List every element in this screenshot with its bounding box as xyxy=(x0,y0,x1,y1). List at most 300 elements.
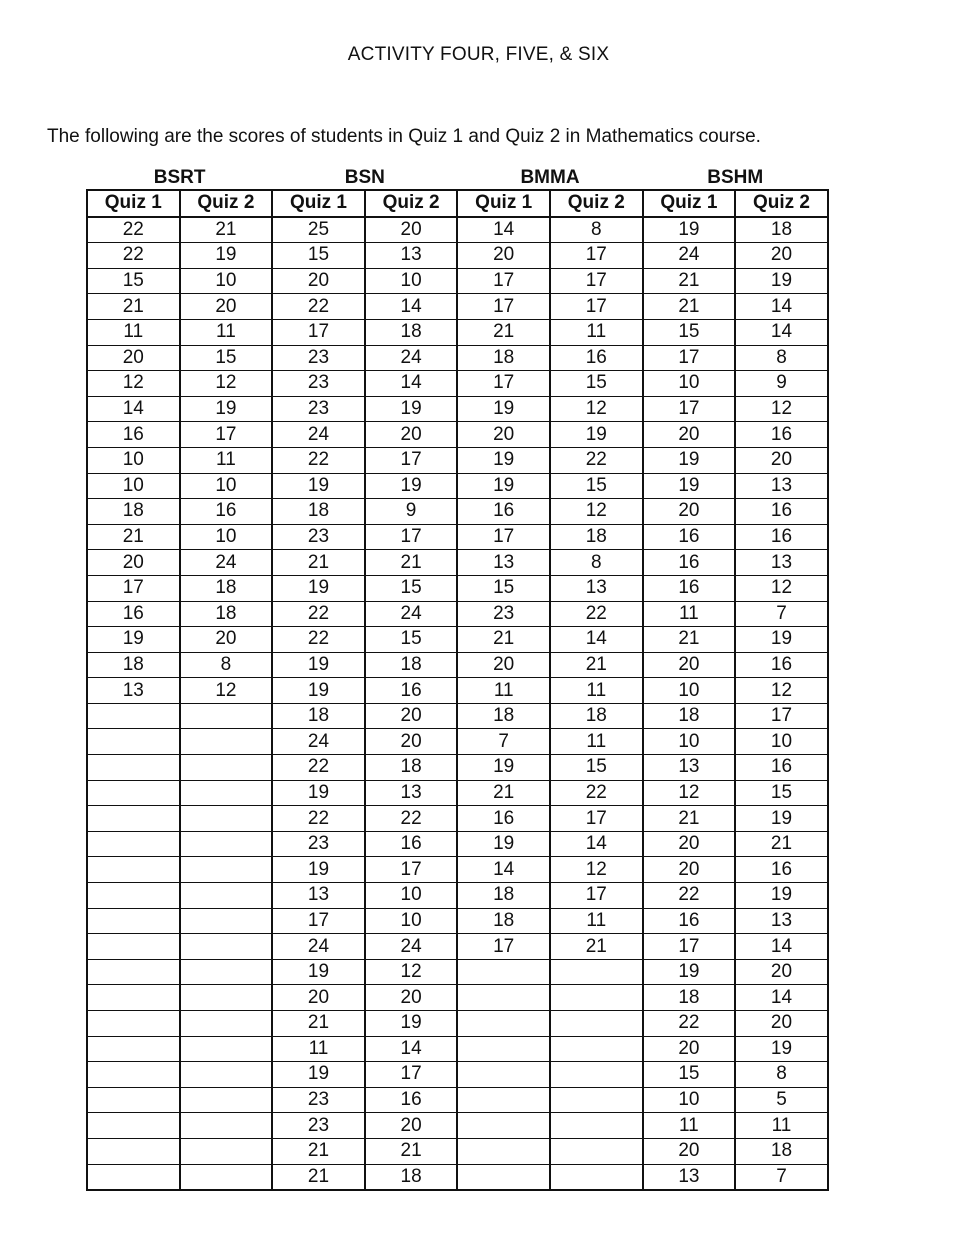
score-cell: 18 xyxy=(457,883,550,909)
score-cell: 16 xyxy=(180,499,273,525)
score-cell: 11 xyxy=(457,678,550,704)
score-cell: 14 xyxy=(457,217,550,243)
score-cell: 17 xyxy=(272,908,365,934)
score-cell: 13 xyxy=(457,550,550,576)
score-cell: 24 xyxy=(365,345,458,371)
score-cell: 22 xyxy=(643,883,736,909)
score-cell: 15 xyxy=(643,1062,736,1088)
table-row xyxy=(87,1011,828,1037)
score-cell: 18 xyxy=(457,908,550,934)
score-cell: 19 xyxy=(365,473,458,499)
score-cell: 19 xyxy=(735,627,828,653)
score-cell xyxy=(87,1113,180,1139)
score-cell: 19 xyxy=(365,1011,458,1037)
score-cell: 11 xyxy=(180,319,273,345)
score-cell: 14 xyxy=(550,627,643,653)
table-row xyxy=(87,371,828,397)
score-cell: 13 xyxy=(550,575,643,601)
score-cell: 20 xyxy=(643,857,736,883)
table-row xyxy=(87,1036,828,1062)
score-cell: 19 xyxy=(272,652,365,678)
score-cell: 19 xyxy=(643,217,736,243)
score-cell: 17 xyxy=(457,294,550,320)
score-cell: 13 xyxy=(735,473,828,499)
score-cell xyxy=(180,934,273,960)
score-cell: 12 xyxy=(735,575,828,601)
score-cell: 10 xyxy=(365,883,458,909)
score-cell xyxy=(457,1062,550,1088)
score-cell: 20 xyxy=(643,831,736,857)
score-cell: 11 xyxy=(735,1113,828,1139)
score-cell: 19 xyxy=(643,473,736,499)
table-row xyxy=(87,268,828,294)
score-cell: 16 xyxy=(735,652,828,678)
score-cell: 7 xyxy=(735,1164,828,1190)
score-cell: 18 xyxy=(643,985,736,1011)
score-cell: 10 xyxy=(180,524,273,550)
score-cell: 20 xyxy=(735,447,828,473)
score-cell: 13 xyxy=(643,755,736,781)
score-cell xyxy=(87,1164,180,1190)
score-cell xyxy=(87,755,180,781)
score-cell xyxy=(550,1164,643,1190)
score-cell: 12 xyxy=(87,371,180,397)
score-cell xyxy=(550,1062,643,1088)
score-cell: 14 xyxy=(457,857,550,883)
score-cell: 17 xyxy=(457,524,550,550)
score-cell: 11 xyxy=(643,601,736,627)
score-cell xyxy=(180,908,273,934)
score-cell: 14 xyxy=(735,985,828,1011)
table-row xyxy=(87,550,828,576)
table-row xyxy=(87,499,828,525)
score-cell xyxy=(87,831,180,857)
table-row xyxy=(87,908,828,934)
score-cell: 20 xyxy=(457,652,550,678)
table-row xyxy=(87,1087,828,1113)
score-cell: 17 xyxy=(365,447,458,473)
score-cell: 10 xyxy=(87,473,180,499)
score-cell: 20 xyxy=(643,652,736,678)
score-cell: 11 xyxy=(550,729,643,755)
score-cell: 20 xyxy=(457,243,550,269)
score-cell: 12 xyxy=(180,678,273,704)
score-cell xyxy=(180,806,273,832)
score-cell: 20 xyxy=(180,627,273,653)
score-cell xyxy=(457,1138,550,1164)
score-cell: 21 xyxy=(365,550,458,576)
score-cell: 19 xyxy=(272,575,365,601)
score-cell: 11 xyxy=(550,908,643,934)
score-cell: 24 xyxy=(365,934,458,960)
score-cell: 22 xyxy=(643,1011,736,1037)
table-row xyxy=(87,678,828,704)
score-cell: 19 xyxy=(735,806,828,832)
score-cell: 19 xyxy=(457,396,550,422)
score-cell: 13 xyxy=(643,1164,736,1190)
score-cell: 12 xyxy=(550,396,643,422)
score-cell: 8 xyxy=(550,550,643,576)
score-cell: 20 xyxy=(87,550,180,576)
score-cell: 19 xyxy=(87,627,180,653)
score-cell: 7 xyxy=(457,729,550,755)
score-cell: 21 xyxy=(550,934,643,960)
score-cell: 16 xyxy=(550,345,643,371)
score-cell: 22 xyxy=(272,806,365,832)
score-cell: 15 xyxy=(180,345,273,371)
score-cell: 21 xyxy=(643,268,736,294)
score-cell: 11 xyxy=(180,447,273,473)
score-cell: 22 xyxy=(272,601,365,627)
score-cell xyxy=(180,1164,273,1190)
table-row xyxy=(87,575,828,601)
score-cell: 21 xyxy=(180,217,273,243)
score-cell: 9 xyxy=(365,499,458,525)
score-cell: 21 xyxy=(272,550,365,576)
score-cell: 8 xyxy=(735,345,828,371)
group-header-row xyxy=(87,166,828,190)
score-cell: 16 xyxy=(735,422,828,448)
score-cell: 18 xyxy=(735,1138,828,1164)
score-cell: 14 xyxy=(735,934,828,960)
table-row xyxy=(87,601,828,627)
column-header: Quiz 2 xyxy=(180,190,273,217)
score-cell xyxy=(87,857,180,883)
score-cell: 14 xyxy=(87,396,180,422)
table-row xyxy=(87,1138,828,1164)
score-cell: 19 xyxy=(272,959,365,985)
scores-body xyxy=(87,217,828,1191)
score-cell: 17 xyxy=(550,268,643,294)
score-cell xyxy=(87,780,180,806)
score-cell xyxy=(180,1113,273,1139)
score-cell: 17 xyxy=(180,422,273,448)
score-cell xyxy=(180,1036,273,1062)
score-cell: 16 xyxy=(643,908,736,934)
score-cell: 24 xyxy=(365,601,458,627)
score-cell: 16 xyxy=(457,499,550,525)
table-row xyxy=(87,447,828,473)
table-row xyxy=(87,627,828,653)
score-cell: 24 xyxy=(643,243,736,269)
score-cell: 19 xyxy=(272,1062,365,1088)
score-cell: 22 xyxy=(365,806,458,832)
score-cell: 13 xyxy=(365,243,458,269)
score-cell: 20 xyxy=(457,422,550,448)
table-row xyxy=(87,729,828,755)
score-cell: 16 xyxy=(735,755,828,781)
score-cell: 10 xyxy=(643,1087,736,1113)
score-cell: 15 xyxy=(550,371,643,397)
table-row xyxy=(87,959,828,985)
score-cell: 22 xyxy=(87,217,180,243)
page-title: ACTIVITY FOUR, FIVE, & SIX xyxy=(347,44,610,65)
score-cell: 17 xyxy=(550,294,643,320)
score-cell xyxy=(550,1138,643,1164)
table-row xyxy=(87,985,828,1011)
score-cell: 10 xyxy=(643,678,736,704)
score-cell xyxy=(550,985,643,1011)
score-cell xyxy=(180,959,273,985)
score-cell: 17 xyxy=(457,934,550,960)
score-cell: 21 xyxy=(272,1011,365,1037)
score-cell: 20 xyxy=(643,499,736,525)
score-cell: 23 xyxy=(272,345,365,371)
scores-table xyxy=(86,166,829,1191)
score-cell: 20 xyxy=(365,729,458,755)
score-cell: 19 xyxy=(457,831,550,857)
score-cell xyxy=(180,883,273,909)
score-cell xyxy=(87,908,180,934)
score-cell xyxy=(457,1011,550,1037)
column-header: Quiz 2 xyxy=(735,190,828,217)
score-cell: 25 xyxy=(272,217,365,243)
score-cell: 17 xyxy=(735,703,828,729)
score-cell: 15 xyxy=(643,319,736,345)
score-cell xyxy=(180,780,273,806)
score-cell: 16 xyxy=(457,806,550,832)
score-cell xyxy=(550,1113,643,1139)
score-cell: 9 xyxy=(735,371,828,397)
score-cell xyxy=(87,729,180,755)
score-cell xyxy=(180,755,273,781)
score-cell: 20 xyxy=(643,422,736,448)
table-row xyxy=(87,934,828,960)
table-row xyxy=(87,1113,828,1139)
score-cell xyxy=(87,985,180,1011)
score-cell: 21 xyxy=(87,294,180,320)
score-cell: 16 xyxy=(643,524,736,550)
score-cell: 15 xyxy=(550,755,643,781)
score-cell: 12 xyxy=(365,959,458,985)
score-cell: 18 xyxy=(87,499,180,525)
score-cell: 20 xyxy=(365,422,458,448)
score-cell: 16 xyxy=(735,524,828,550)
table-row xyxy=(87,883,828,909)
score-cell: 15 xyxy=(87,268,180,294)
score-cell: 22 xyxy=(272,755,365,781)
score-cell: 14 xyxy=(365,1036,458,1062)
score-cell: 10 xyxy=(180,473,273,499)
score-cell xyxy=(180,1062,273,1088)
score-cell: 15 xyxy=(365,575,458,601)
score-cell: 18 xyxy=(365,755,458,781)
score-cell xyxy=(180,703,273,729)
table-row xyxy=(87,1062,828,1088)
table-row xyxy=(87,396,828,422)
score-cell: 15 xyxy=(735,780,828,806)
score-cell: 13 xyxy=(735,908,828,934)
score-cell: 20 xyxy=(365,703,458,729)
score-cell: 17 xyxy=(272,319,365,345)
group-header-bsrt: BSRT xyxy=(153,166,206,188)
score-cell: 21 xyxy=(643,806,736,832)
score-cell: 18 xyxy=(550,703,643,729)
score-cell: 20 xyxy=(735,959,828,985)
score-cell: 20 xyxy=(735,1011,828,1037)
score-cell: 10 xyxy=(643,371,736,397)
intro-text: The following are the scores of students in Quiz 1 and Quiz 2 in Mathematics course. xyxy=(47,126,761,147)
score-cell: 13 xyxy=(272,883,365,909)
score-cell: 24 xyxy=(272,934,365,960)
score-cell: 17 xyxy=(365,524,458,550)
score-cell: 21 xyxy=(457,780,550,806)
score-cell: 19 xyxy=(180,243,273,269)
score-cell: 14 xyxy=(735,319,828,345)
score-cell: 20 xyxy=(272,985,365,1011)
score-cell: 13 xyxy=(87,678,180,704)
score-cell: 23 xyxy=(272,396,365,422)
column-header: Quiz 1 xyxy=(87,190,180,217)
score-cell xyxy=(87,1138,180,1164)
score-cell: 19 xyxy=(457,447,550,473)
score-cell: 18 xyxy=(87,652,180,678)
score-cell: 16 xyxy=(365,1087,458,1113)
score-cell: 19 xyxy=(735,883,828,909)
score-cell: 18 xyxy=(365,319,458,345)
score-cell xyxy=(87,959,180,985)
score-cell: 20 xyxy=(365,1113,458,1139)
score-cell xyxy=(180,729,273,755)
score-cell: 23 xyxy=(272,371,365,397)
score-cell: 23 xyxy=(272,831,365,857)
group-header-bsn: BSN xyxy=(344,166,385,188)
score-cell: 14 xyxy=(550,831,643,857)
score-cell xyxy=(180,1138,273,1164)
score-cell: 19 xyxy=(643,447,736,473)
score-cell: 23 xyxy=(457,601,550,627)
score-cell: 20 xyxy=(180,294,273,320)
score-cell xyxy=(457,959,550,985)
score-cell: 17 xyxy=(365,857,458,883)
score-cell xyxy=(550,1011,643,1037)
score-cell: 15 xyxy=(550,473,643,499)
score-cell: 12 xyxy=(735,396,828,422)
score-cell: 18 xyxy=(365,652,458,678)
score-cell: 14 xyxy=(365,294,458,320)
score-cell: 18 xyxy=(457,345,550,371)
score-cell: 10 xyxy=(365,908,458,934)
score-cell: 19 xyxy=(272,473,365,499)
score-cell: 18 xyxy=(272,499,365,525)
score-cell: 11 xyxy=(272,1036,365,1062)
score-cell xyxy=(87,1087,180,1113)
score-cell: 10 xyxy=(643,729,736,755)
score-cell: 12 xyxy=(735,678,828,704)
score-cell: 22 xyxy=(272,627,365,653)
score-cell xyxy=(550,1087,643,1113)
score-cell: 24 xyxy=(272,422,365,448)
score-cell: 23 xyxy=(272,1113,365,1139)
score-cell: 19 xyxy=(365,396,458,422)
score-cell: 20 xyxy=(87,345,180,371)
score-cell: 17 xyxy=(457,371,550,397)
score-cell: 18 xyxy=(643,703,736,729)
score-cell: 13 xyxy=(365,780,458,806)
score-cell: 22 xyxy=(550,601,643,627)
table-row xyxy=(87,422,828,448)
score-cell: 17 xyxy=(643,396,736,422)
score-cell: 20 xyxy=(365,985,458,1011)
score-cell xyxy=(550,1036,643,1062)
score-cell: 19 xyxy=(457,473,550,499)
score-cell: 16 xyxy=(365,678,458,704)
score-cell: 17 xyxy=(550,883,643,909)
score-cell: 14 xyxy=(365,371,458,397)
table-row xyxy=(87,243,828,269)
score-cell: 15 xyxy=(457,575,550,601)
table-row xyxy=(87,703,828,729)
score-cell: 24 xyxy=(272,729,365,755)
score-cell: 21 xyxy=(457,627,550,653)
score-cell: 19 xyxy=(180,396,273,422)
score-cell: 18 xyxy=(550,524,643,550)
score-cell xyxy=(180,831,273,857)
score-cell: 12 xyxy=(180,371,273,397)
score-cell: 8 xyxy=(180,652,273,678)
score-cell: 22 xyxy=(550,447,643,473)
column-header: Quiz 1 xyxy=(457,190,550,217)
score-cell: 21 xyxy=(643,627,736,653)
group-header-bmma: BMMA xyxy=(520,166,580,188)
table-row xyxy=(87,652,828,678)
column-header: Quiz 2 xyxy=(550,190,643,217)
score-cell xyxy=(87,703,180,729)
group-header-bshm: BSHM xyxy=(707,166,764,188)
score-cell xyxy=(457,1036,550,1062)
score-cell xyxy=(457,1087,550,1113)
column-header: Quiz 1 xyxy=(643,190,736,217)
score-cell xyxy=(457,985,550,1011)
score-cell: 10 xyxy=(365,268,458,294)
score-cell xyxy=(87,806,180,832)
table-row xyxy=(87,1164,828,1190)
score-cell: 17 xyxy=(87,575,180,601)
score-cell: 15 xyxy=(365,627,458,653)
table-row xyxy=(87,345,828,371)
score-cell: 12 xyxy=(550,499,643,525)
score-cell: 19 xyxy=(272,678,365,704)
score-cell: 21 xyxy=(365,1138,458,1164)
score-cell: 16 xyxy=(87,601,180,627)
score-cell: 21 xyxy=(272,1138,365,1164)
score-cell: 21 xyxy=(550,652,643,678)
score-cell: 22 xyxy=(550,780,643,806)
score-cell xyxy=(180,857,273,883)
score-cell: 19 xyxy=(272,780,365,806)
score-cell: 10 xyxy=(180,268,273,294)
score-cell: 16 xyxy=(643,550,736,576)
score-cell: 16 xyxy=(643,575,736,601)
score-cell: 11 xyxy=(87,319,180,345)
score-cell: 11 xyxy=(550,678,643,704)
score-cell: 16 xyxy=(735,857,828,883)
score-cell xyxy=(87,1036,180,1062)
score-cell: 18 xyxy=(457,703,550,729)
score-cell xyxy=(87,883,180,909)
score-cell: 19 xyxy=(550,422,643,448)
score-cell: 21 xyxy=(457,319,550,345)
score-cell: 21 xyxy=(87,524,180,550)
score-cell: 15 xyxy=(272,243,365,269)
table-row xyxy=(87,831,828,857)
score-cell: 16 xyxy=(87,422,180,448)
score-cell: 20 xyxy=(643,1138,736,1164)
score-cell: 12 xyxy=(643,780,736,806)
score-cell: 8 xyxy=(735,1062,828,1088)
score-cell: 19 xyxy=(272,857,365,883)
score-cell xyxy=(87,1062,180,1088)
